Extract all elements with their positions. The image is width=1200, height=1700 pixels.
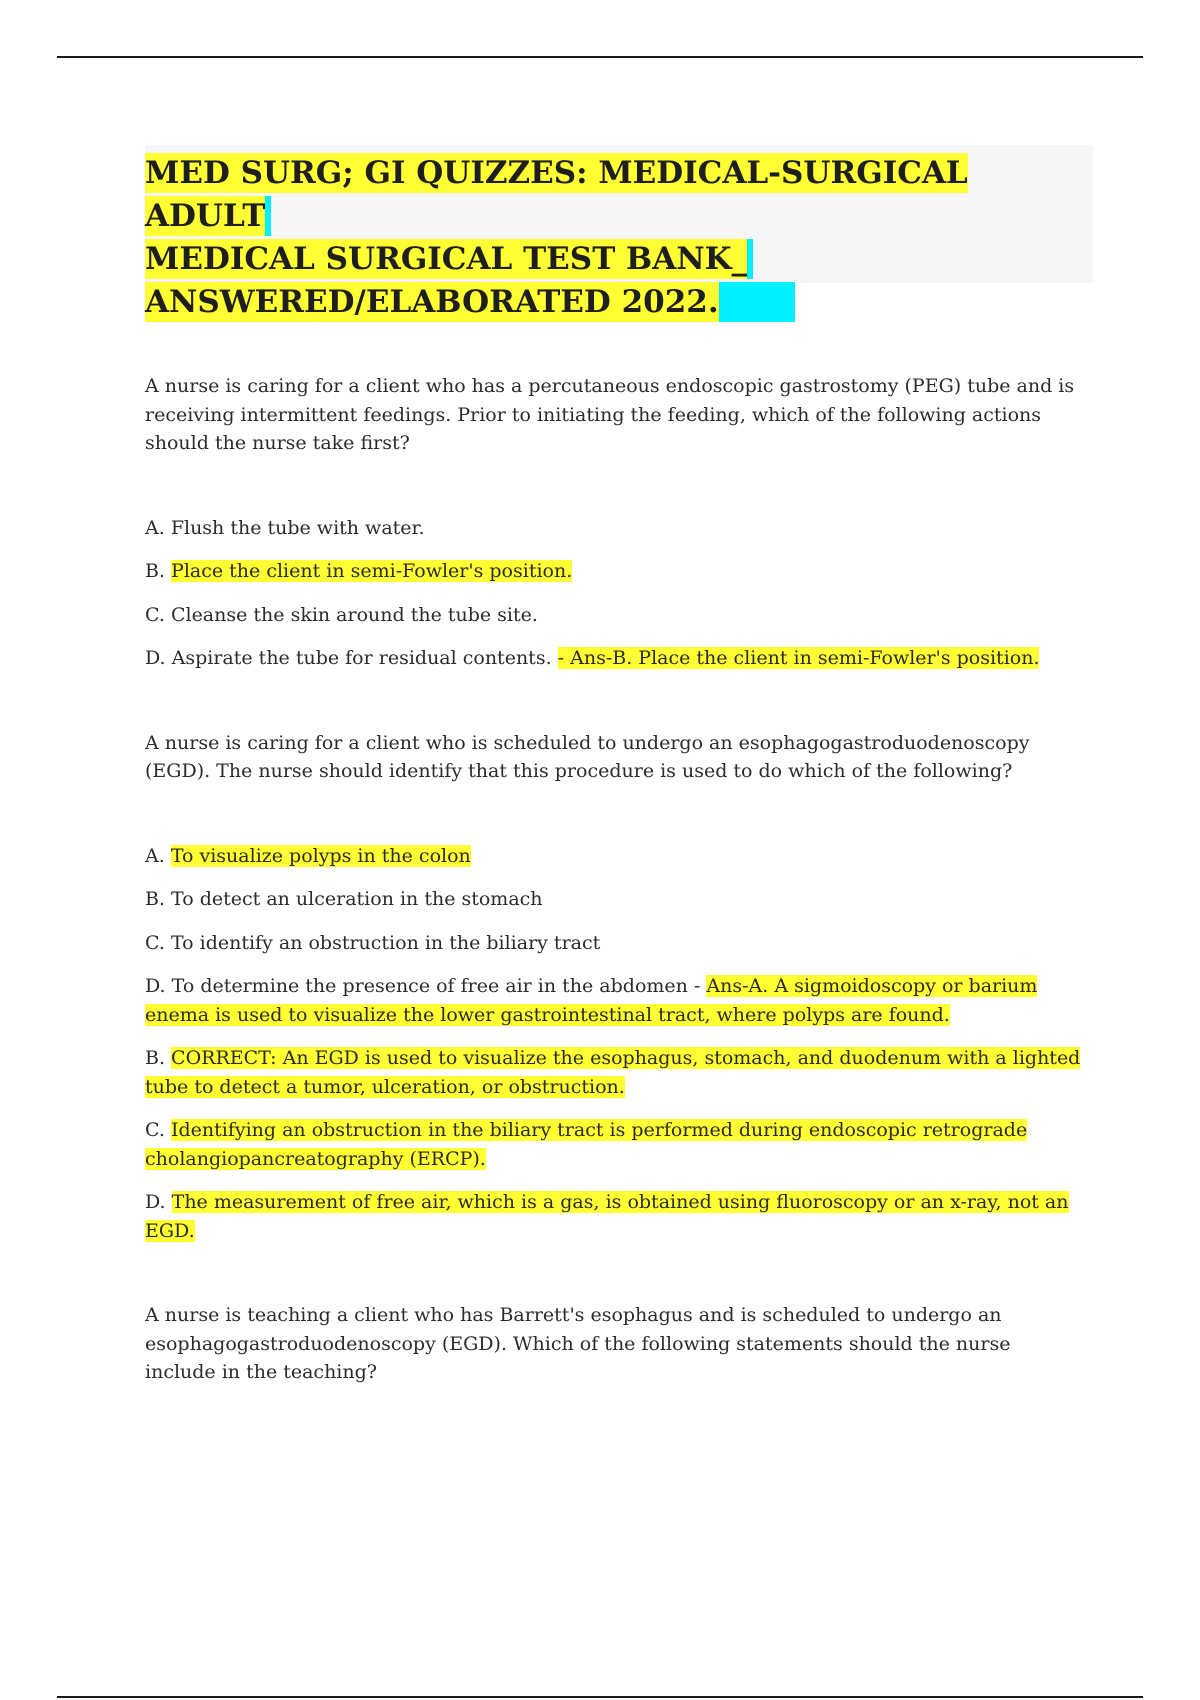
question-1-option-a [145, 514, 1085, 543]
option-prefix: B. [145, 888, 172, 910]
title-line-3: ANSWERED/ELABORATED 2022. [145, 284, 719, 320]
rationale-prefix: C. [145, 1119, 171, 1141]
option-prefix: D. [145, 647, 172, 669]
question-1-option-c [145, 601, 1085, 630]
question-2-option-c [145, 929, 1085, 958]
question-2-stem: A nurse is caring for a client who is scheduled to undergo an esophagogastroduodenoscopy (EGD). The nurse should identify that this procedure is used to do which of the following? [145, 731, 1030, 782]
question-1-stem: A nurse is caring for a client who has a percutaneous endoscopic gastrostomy (PEG) tube and is receiving intermittent feedings. Prior to initiating the feeding, which of the following actions should the nurse take first? [145, 375, 1075, 454]
answer-text: Ans-A. A sigmoidoscopy or barium enema is used to visualize the lower gastrointestinal tract, where polyps are found. [145, 975, 1038, 1026]
option-prefix: A. [145, 844, 171, 867]
rationale-text: CORRECT: An EGD is used to visualize the esophagus, stomach, and duodenum with a lighted tube to detect a tumor, ulceration, or obstruction. [145, 1047, 1081, 1098]
option-prefix: C. [145, 603, 171, 626]
option-text: Aspirate the tube for residual contents. [171, 647, 552, 669]
option-prefix: B. [145, 560, 172, 582]
option-text: To detect an ulceration in the stomach [171, 888, 543, 910]
answer-text: - Ans-B. Place the client in semi-Fowler's position. [557, 647, 1040, 669]
bottom-rule [57, 1696, 1143, 1698]
option-prefix: A. [145, 516, 171, 539]
top-rule [57, 56, 1143, 58]
question-1-options [145, 514, 1085, 673]
question-2-rationale-c [145, 1116, 1085, 1173]
title-line-2: MEDICAL SURGICAL TEST BANK_ [145, 241, 748, 277]
rationale-text: The measurement of free air, which is a gas, is obtained using fluoroscopy or an x-ray, not an EGD. [145, 1191, 1069, 1242]
rationale-text: Identifying an obstruction in the biliary tract is performed during endoscopic retrograde cholangiopancreatography (ERCP). [145, 1119, 1028, 1170]
question-1-option-b [145, 557, 1085, 586]
option-text-highlighted: Place the client in semi-Fowler's position. [171, 560, 573, 582]
option-text: To determine the presence of free air in the abdomen - [171, 975, 707, 997]
question-2-rationale-d [145, 1188, 1085, 1245]
option-text: To identify an obstruction in the biliary tract [170, 931, 601, 954]
question-1-option-d [145, 644, 1085, 673]
title-line-1: MED SURG; GI QUIZZES: MEDICAL-SURGICAL ADULT [145, 155, 968, 234]
rationale-prefix: D. [145, 1191, 172, 1213]
question-2-options [145, 842, 1085, 1246]
question-2-option-b [145, 885, 1085, 914]
question-2-rationale-b [145, 1044, 1085, 1101]
question-3-stem: A nurse is teaching a client who has Barrett's esophagus and is scheduled to undergo an esophagogastroduodenoscopy (EGD). Which of the following statements should the nurse include in the teaching? [145, 1304, 1011, 1383]
question-2-option-a [145, 842, 1085, 871]
document-body [145, 372, 1085, 1443]
question-2-option-d [145, 972, 1085, 1029]
option-text: Cleanse the skin around the tube site. [170, 603, 538, 626]
option-text: Flush the tube with water. [170, 516, 425, 539]
option-prefix: C. [145, 931, 171, 954]
option-prefix: D. [145, 975, 172, 997]
rationale-prefix: B. [145, 1047, 172, 1069]
option-text-highlighted: To visualize polyps in the colon [170, 844, 471, 867]
document-title [145, 152, 1025, 324]
